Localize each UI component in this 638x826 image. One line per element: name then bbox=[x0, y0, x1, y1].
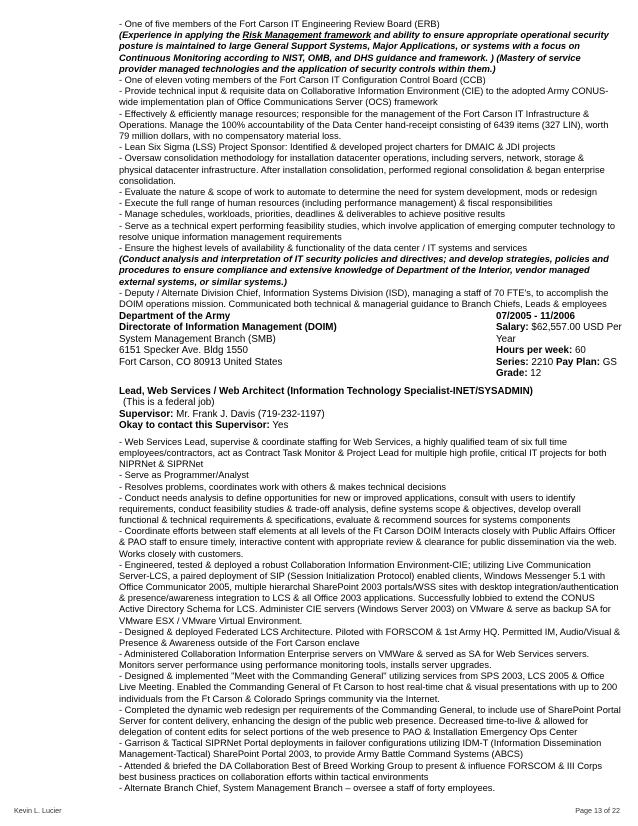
duty: - Coordinate efforts between staff elements at all levels of the Ft Carson DOIM Interacts closely with Public Affairs Officer & PAO staff to ensure timely, interactive content with appropriate review & clearance for public dissemination via the web. Works closely with customers. bbox=[119, 526, 617, 559]
bullet: - Oversaw consolidation methodology for installation datacenter operations, including servers, network, storage & physical datacenter infrastructure. After installation consolidation, performed regional consolidation & began enterprise consolidation. bbox=[119, 153, 605, 186]
bullet: - Ensure the highest levels of availability & functionality of the data center / IT systems and services bbox=[119, 243, 528, 254]
duty: - Attended & briefed the DA Collaboration Best of Breed Working Group to present & influence FORSCOM & III Corps best business practices on collaboration efforts within tactical environments bbox=[119, 760, 602, 782]
duty: - Designed & deployed Federated LCS Architecture. Piloted with FORSCOM & 1st Army HQ. Permitted IM, Audio/Visual & Presence & Awareness outside of the Fort Carson enclave bbox=[119, 626, 621, 648]
duty: - Conduct needs analysis to define opportunities for new or improved applications, consult with users to identify requirements, conduct feasibility studies & trade-off analysis, define systems scope & objectives, develop overall functional & technical requirements & specifications, evaluate & recommend sources for systems components bbox=[119, 492, 581, 526]
bullet: - Provide technical input & requisite data on Collaborative Information Environment (CIE) to the adopted Army CONUS-wide implementation plan of Office Communications Server (OCS) framework bbox=[119, 86, 609, 108]
duty: - Designed & implemented "Meet with the Commanding General" utilizing services from SPS 2003, LCS 2005 & Office Live Meeting. Enabled the Commanding General of Ft Carson to host real-time chat & visual presentations with up to 200 individuals from the Ft Carson & Colorado Springs community via the Internet. bbox=[119, 671, 618, 704]
employer-city: Fort Carson, CO 80913 United States bbox=[119, 356, 283, 368]
bullet: - Serve as a technical expert performing feasibility studies, which involve application of emerging computer technology to resolve unique information management requirements bbox=[119, 220, 616, 242]
job-header bbox=[119, 386, 619, 432]
employer-directorate: Directorate of Information Management (DOIM) bbox=[119, 322, 337, 334]
job-duties bbox=[119, 437, 621, 794]
duty: - Resolves problems, coordinates work with others & makes technical decisions bbox=[119, 481, 447, 492]
duty: - Administered Collaboration Information Enterprise servers on VMWare & served as SA for Web Services servers. Monitors server performance using performance monitoring tools, installs server upgrades. bbox=[119, 648, 590, 671]
series: Series: 2210 Pay Plan: GS bbox=[496, 356, 617, 368]
bullet: - Effectively & efficiently manage resources; responsible for the management of the Fort Carson IT Infrastructure & Operations. Manage the 100% accountability of the Data Center hand-receipt consisting of 6439 items (327 LIN), worth 79 million dollars, with no compensatory material loss. bbox=[119, 108, 609, 142]
contact-permission: Okay to contact this Supervisor: Yes bbox=[119, 420, 289, 432]
employer-address: 6151 Specker Ave. Bldg 1550 bbox=[119, 345, 248, 357]
salary: Salary: $62,557.00 USD Per Year bbox=[496, 322, 622, 345]
footer-author: Kevin L. Lucier bbox=[14, 806, 62, 815]
duty: - Completed the dynamic web redesign per requirements of the Commanding General, to include use of SharePoint Portal Server for content delivery, enhancing the design of the public web presence. Decreased time-to-live & allowed for delegation of content edits for select portions of the web presence to PAO & Installation Emergency Ops Center bbox=[119, 704, 621, 738]
hours: Hours per week: 60 bbox=[496, 345, 586, 357]
bullet: - Deputy / Alternate Division Chief, Information Systems Division (ISD), managing a staff of 70 FTE's, to accomplish the DOIM operations mission. Communicated both technical & managerial guidance to Branch Chiefs, Leads & employees bbox=[119, 287, 609, 310]
bullet: - Lean Six Sigma (LSS) Project Sponsor: Identified & developed project charters for DMAIC & JDI projects bbox=[119, 142, 556, 153]
employer-info bbox=[119, 311, 479, 368]
prior-role-details bbox=[119, 19, 619, 310]
bullet: - One of five members of the Fort Carson IT Engineering Review Board (ERB) bbox=[119, 19, 440, 29]
grade: Grade: 12 bbox=[496, 368, 542, 380]
bullet: - One of eleven voting members of the Fort Carson IT Configuration Control Board (CCB) bbox=[119, 75, 486, 86]
supervisor: Supervisor: Mr. Frank J. Davis (719-232-1197) bbox=[119, 408, 325, 420]
federal-note: (This is a federal job) bbox=[123, 397, 215, 409]
duty: - Engineered, tested & deployed a robust Collaboration Information Environment-CIE; utilizing Live Communication Server-LCS, a paired deployment of SIP (Session Initialization Protocol) enabled clients, Windows Messenger 5.1 with Office Communicator 2005, multiple hierarchal SharePoint 2003 portals/WSS sites with desktop integration/authentication & presence/awareness integration to LCS & all Office 2003 applications. Successfully lobbied to extend the CONUS Active Directory Schema for LCS. Administer CIE servers (Windows Server 2003) on VMware & serve as backup SA for VMware ESX / VMware Virtual Environment. bbox=[119, 559, 619, 626]
bullet: - Evaluate the nature & scope of work to automate to determine the need for system development, mods or redesign bbox=[119, 187, 598, 198]
duty: - Web Services Lead, supervise & coordinate staffing for Web Services, a highly qualified team of six full time employees/contractors, act as Contract Task Monitor & Project Lead for multiple high profile, critical IT projects for both NIPRNet & SIPRNet bbox=[119, 437, 607, 470]
job-title: Lead, Web Services / Web Architect (Information Technology Specialist-INET/SYSADMIN) bbox=[119, 386, 533, 397]
position-info bbox=[496, 311, 626, 379]
duty: - Serve as Programmer/Analyst bbox=[119, 470, 249, 481]
footer-page-number: Page 13 of 22 bbox=[575, 806, 620, 815]
position-dates: 07/2005 - 11/2006 bbox=[496, 311, 575, 322]
italic-note-security: (Conduct analysis and interpretation of IT security policies and directives; and develop strategies, policies and procedures to ensure compliance and extensive knowledge of Department of the Interior, vendor managed external systems, or similar systems.) bbox=[119, 254, 609, 287]
employer-branch: System Management Branch (SMB) bbox=[119, 333, 276, 345]
italic-note-risk: (Experience in applying the Risk Management framework and ability to ensure appropriate operational security posture is maintained to large General Support Systems, Major Applications, or systems with a focus on Continuous Monitoring according to NIST, OMB, and DHS guidance and framework. ) (Mastery of service provider managed technologies and the application of security controls within them.) bbox=[119, 30, 609, 74]
duty: - Alternate Branch Chief, System Management Branch – oversee a staff of forty employees. bbox=[119, 782, 496, 793]
employer-org: Department of the Army bbox=[119, 311, 231, 322]
bullet: - Manage schedules, workloads, priorities, deadlines & deliverables to achieve positive results bbox=[119, 209, 506, 220]
bullet: - Execute the full range of human resources (including performance management) & fiscal responsibilities bbox=[119, 198, 553, 209]
duty: - Garrison & Tactical SIPRNet Portal deployments in failover configurations utilizing IDM-T (Information Dissemination Management-Tactical) SharePoint Portal 2003, to provide Army Battle Command Systems (ABCS) bbox=[119, 738, 602, 760]
